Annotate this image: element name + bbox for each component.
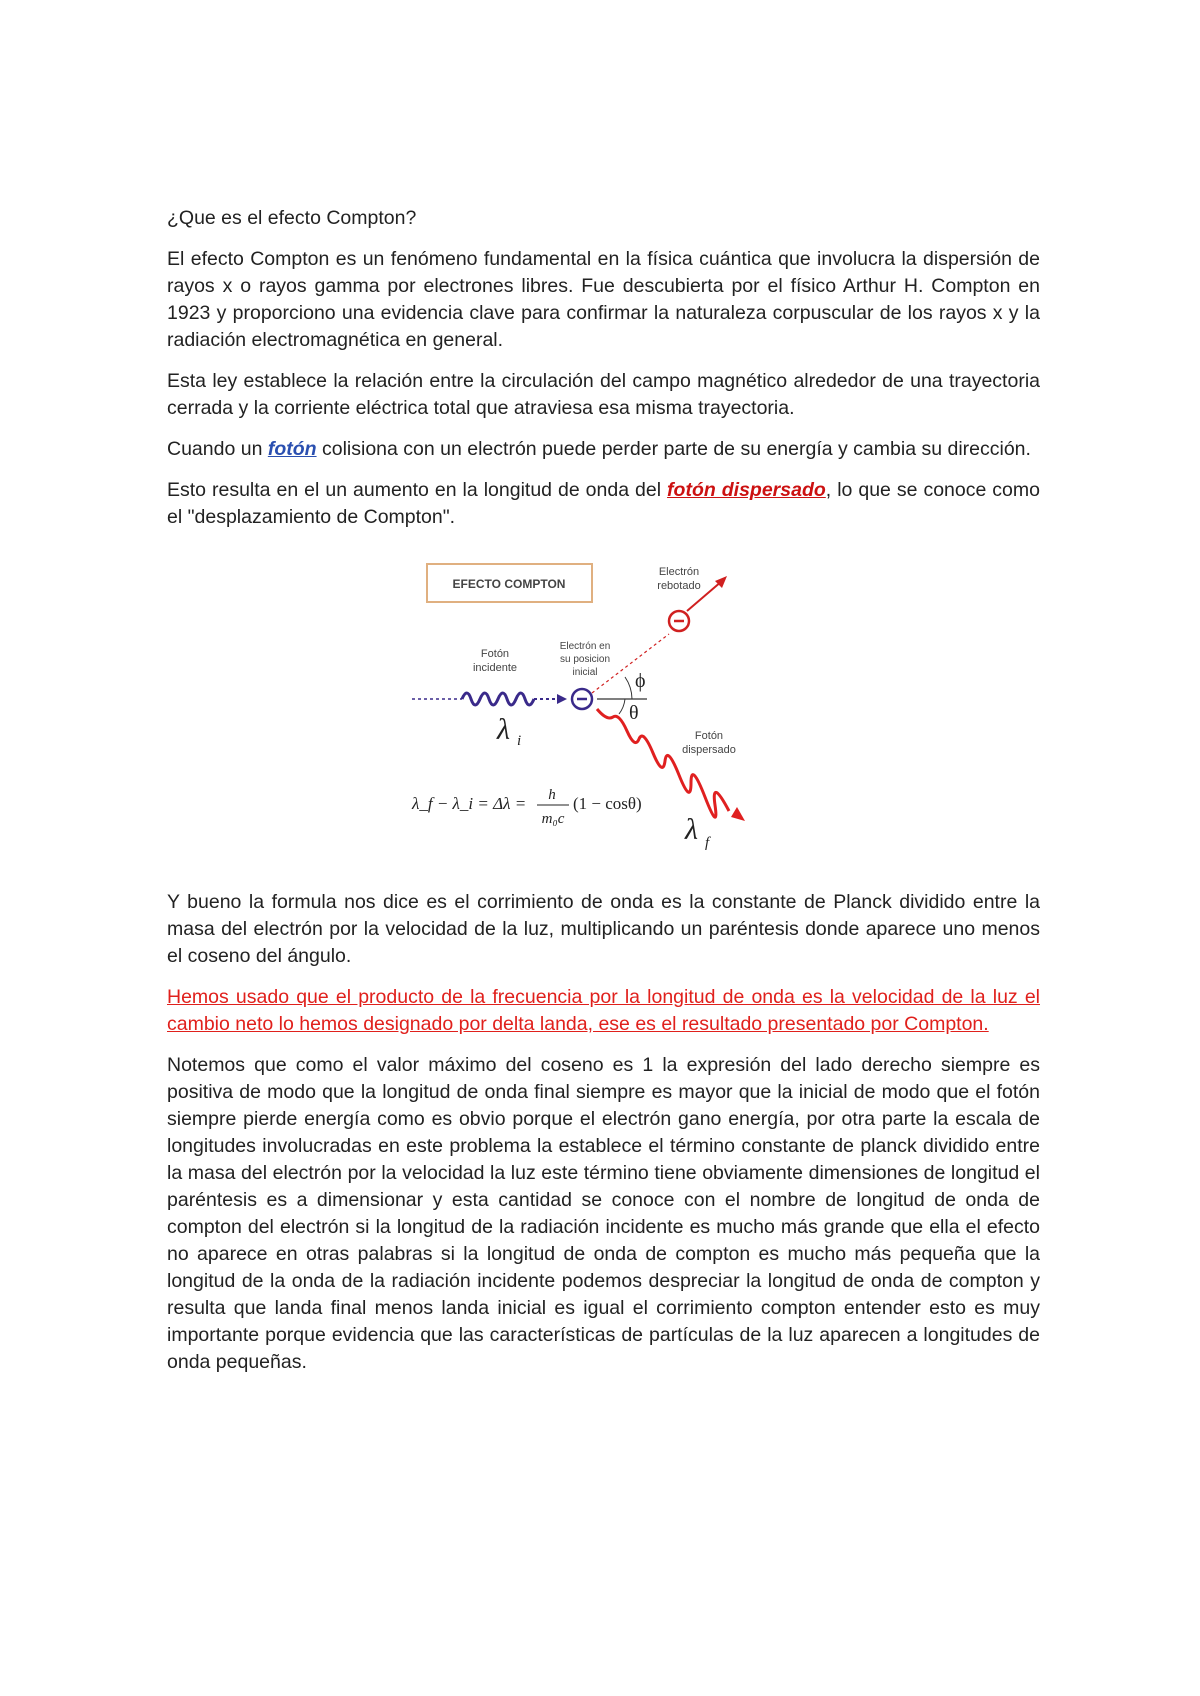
incident-label-line2: incidente: [472, 662, 518, 674]
question-title: ¿Que es el efecto Compton?: [167, 207, 417, 229]
paragraph-law: Esta ley establece la relación entre la circulación del campo magnético alrededor de una trayectoria cerrada y la corriente eléctrica total que atraviesa esa misma trayectoria.: [167, 370, 1040, 419]
compton-diagram: [167, 549, 1040, 869]
text-segment: Cuando un: [167, 438, 268, 460]
electron-label-line1: Electrón en: [559, 641, 611, 652]
compton-diagram-svg: [407, 549, 787, 869]
incident-arrowhead: [557, 694, 567, 704]
incident-wave: [462, 693, 534, 705]
scattered-label-line2: dispersado: [682, 744, 736, 756]
rebound-label-line1: Electrón: [658, 566, 700, 578]
theta-symbol: θ: [629, 702, 639, 724]
phi-symbol: ϕ: [635, 670, 646, 692]
paragraph-formula-explanation: Y bueno la formula nos dice es el corrimiento de onda es la constante de Planck dividido entre la masa del electrón por la velocidad de la luz, multiplicando un paréntesis donde aparece uno menos el coseno del ángulo.: [167, 891, 1040, 967]
text-segment: Esto resulta en el un aumento en la longitud de onda del: [167, 479, 668, 501]
lambda-f-symbol: λ: [685, 813, 698, 846]
paragraph-collision: [167, 436, 1040, 463]
paragraph-intro: El efecto Compton es un fenómeno fundamental en la física cuántica que involucra la dispersión de rayos x o rayos gamma por electrones libres. Fue descubierta por el físico Arthur H. Compton en 1923 y proporciono una evidencia clave para confirmar la naturaleza corpuscular de los rayos x y la radiación electromagnética en general.: [167, 248, 1040, 351]
paragraph-highlighted: Hemos usado que el producto de la frecuencia por la longitud de onda es la velocidad de la luz el cambio neto lo hemos designado por delta landa, ese es el resultado presentado por Compton.: [167, 986, 1040, 1035]
lambda-i-symbol: λ: [497, 713, 510, 746]
formula-denominator: m₀c: [541, 811, 565, 827]
document-body: [167, 205, 1040, 1390]
text-segment: colisiona con un electrón puede perder parte de su energía y cambia su dirección.: [316, 438, 1031, 460]
lambda-i-subscript: i: [517, 733, 522, 749]
lambda-f-subscript: f: [705, 835, 710, 851]
theta-arc: [619, 699, 625, 714]
paragraph-conclusion: Notemos que como el valor máximo del coseno es 1 la expresión del lado derecho siempre es positiva de modo que la longitud de onda final siempre es mayor que la inicial de modo que el fotón siempre pierde energía como es obvio porque el electrón gano energía, por otra parte la escala de longitudes involucradas en este problema la establece el término constante de planck dividido entre la masa del electrón por la velocidad la luz este término tiene obviamente dimensiones de longitud el paréntesis es a dimensionar y esta cantidad se conoce con el nombre de longitud de onda de compton del electrón si la longitud de la radiación incidente es mucho más grande que ella el efecto no aparece en otras palabras si la longitud de onda de compton es mucho más pequeña que la longitud de la onda de la radiación incidente podemos despreciar la longitud de onda de compton y resulta que landa final menos landa inicial es igual el corrimiento compton entender esto es muy importante porque evidencia que las características de partículas de la luz aparecen a longitudes de onda pequeñas.: [167, 1054, 1040, 1373]
rebound-label-line2: rebotado: [657, 580, 701, 592]
electron-label-line2: su posicion: [559, 654, 611, 665]
foton-link[interactable]: fotón: [267, 438, 317, 460]
title-box-label: EFECTO COMPTON: [452, 577, 566, 591]
formula-rhs: (1 − cosθ): [573, 794, 642, 813]
incident-label-line1: Fotón: [480, 648, 510, 660]
phi-arc: [625, 677, 632, 699]
scattered-label-line1: Fotón: [694, 730, 724, 742]
electron-label-line3: inicial: [572, 667, 598, 678]
foton-dispersado-link[interactable]: fotón dispersado: [667, 479, 826, 501]
paragraph-result: [167, 477, 1040, 531]
formula-numerator: h: [548, 787, 556, 803]
text-segment: , lo que se conoce como el "desplazamiento de Compton".: [167, 479, 1040, 528]
formula-lhs: λ_f − λ_i = Δλ =: [412, 794, 527, 813]
scattered-arrowhead: [731, 807, 745, 821]
